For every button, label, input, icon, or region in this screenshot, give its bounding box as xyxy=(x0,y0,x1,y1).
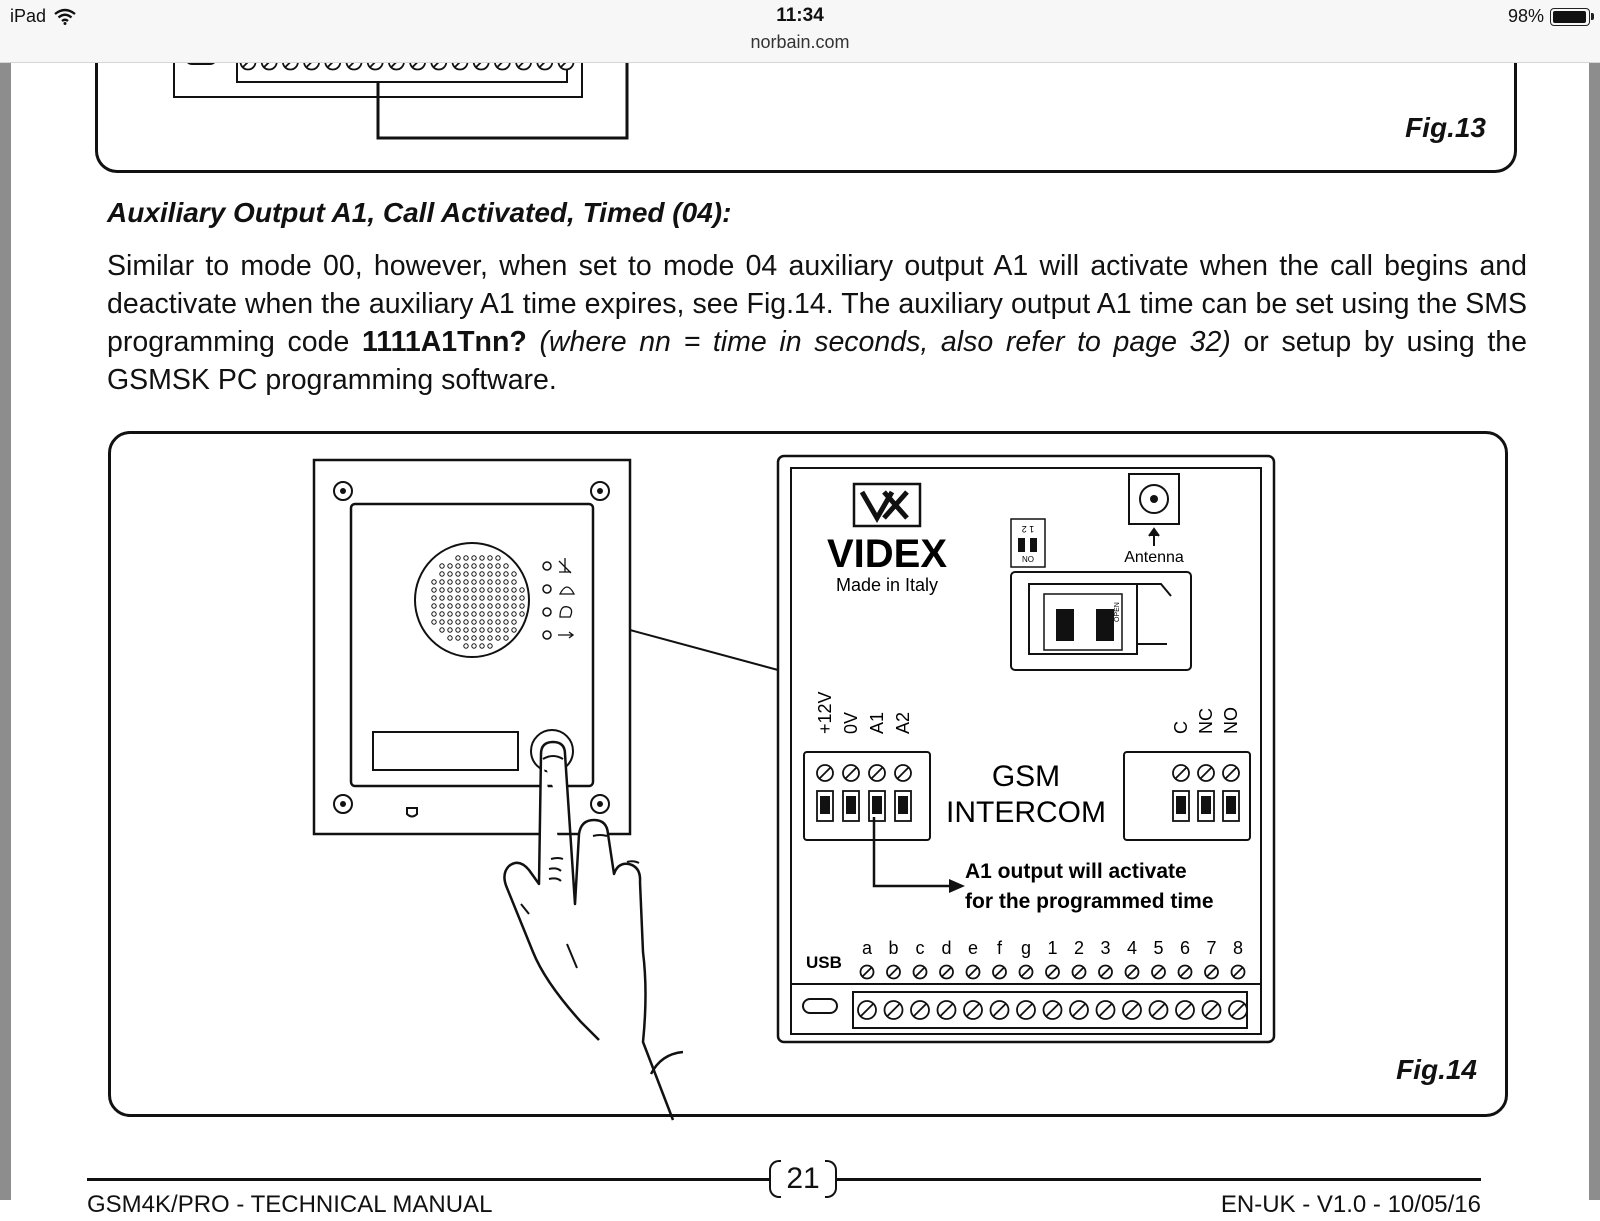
terminal-screw xyxy=(1229,1001,1247,1019)
bottom-terminal-label: 1 xyxy=(1047,938,1058,958)
terminal-screw xyxy=(993,966,1006,979)
terminal-screw xyxy=(1150,1001,1168,1019)
bottom-terminal-label: f xyxy=(996,938,1003,958)
document-page xyxy=(11,62,1589,1218)
zoom-line xyxy=(630,630,778,670)
section-paragraph xyxy=(107,247,1527,399)
callout-line1: A1 output will activate xyxy=(965,860,1187,883)
ios-status-bar xyxy=(0,0,1600,63)
footer-left-text: GSM4K/PRO - TECHNICAL MANUAL xyxy=(87,1191,493,1218)
terminal-slot xyxy=(1223,791,1239,821)
terminal-screw xyxy=(869,765,885,781)
dip-label: NO xyxy=(1022,555,1034,564)
status-right xyxy=(1508,6,1590,27)
terminal-screw xyxy=(914,966,927,979)
terminal-screw xyxy=(964,1001,982,1019)
battery-icon xyxy=(1550,8,1590,26)
terminal-screw xyxy=(1123,1001,1141,1019)
figure-14-frame xyxy=(108,431,1508,1117)
terminal-label: NO xyxy=(1221,707,1241,734)
board-title-line2: INTERCOM xyxy=(946,796,1106,829)
para-italic-note: (where nn = time in seconds, also refer to page 32) xyxy=(539,326,1231,358)
terminal-screw xyxy=(1232,966,1245,979)
bottom-terminal-label: 5 xyxy=(1153,938,1164,958)
terminal-screw xyxy=(843,765,859,781)
dip-lever xyxy=(1018,538,1025,552)
terminal-label: NC xyxy=(1196,708,1216,734)
terminal-screw xyxy=(1073,966,1086,979)
brand-name: VIDEX xyxy=(826,532,948,576)
terminal-screw xyxy=(1097,1001,1115,1019)
antenna-label: Antenna xyxy=(1124,549,1184,566)
terminal-slot xyxy=(817,791,833,821)
para-text-1: Similar to mode 00, however, when set to mode 04 auxiliary output A1 will activate when the call begins and deactivate when the auxiliary A1 time expires, see Fig.14. The auxiliary output A1 time can be set using the SMS programming code xyxy=(107,250,1527,358)
terminal-label: A2 xyxy=(893,711,913,734)
terminal-screw xyxy=(1152,966,1165,979)
terminal-screw xyxy=(1070,1001,1088,1019)
fig13-label: Fig.13 xyxy=(1405,112,1486,143)
bottom-terminal-screws xyxy=(858,1001,1247,1019)
terminal-label: A1 xyxy=(867,711,887,734)
terminal-screw xyxy=(861,966,874,979)
terminal-screw xyxy=(938,1001,956,1019)
bottom-terminal-label: 7 xyxy=(1206,938,1217,958)
terminal-slot xyxy=(843,791,859,821)
bottom-terminal-label: 8 xyxy=(1232,938,1244,958)
terminal-label: 0V xyxy=(841,711,861,734)
bottom-terminal-label: 2 xyxy=(1073,938,1085,958)
terminal-screw xyxy=(885,1001,903,1019)
clock: 11:34 xyxy=(776,5,824,26)
usb-label: USB xyxy=(806,953,842,972)
terminal-screw xyxy=(887,966,900,979)
sim-open-label: OPEN xyxy=(1114,602,1121,622)
dip-numbers: 1 2 xyxy=(1021,524,1035,534)
board-title-line1: GSM xyxy=(991,760,1061,793)
battery-fill xyxy=(1553,11,1586,23)
terminal-screw xyxy=(1176,1001,1194,1019)
fig14-label: Fig.14 xyxy=(1396,1054,1477,1085)
bottom-terminal-label: 4 xyxy=(1126,938,1138,958)
battery-percent: 98% xyxy=(1507,6,1544,26)
terminal-screw xyxy=(1020,966,1033,979)
terminal-screw xyxy=(911,1001,929,1019)
speaker-grille xyxy=(415,543,529,657)
device-name: iPad xyxy=(10,6,47,26)
gsm-board xyxy=(778,456,1274,1042)
terminal-label: +12V xyxy=(815,691,835,734)
terminal-screw xyxy=(1179,966,1192,979)
terminal-screw xyxy=(940,966,953,979)
terminal-screw xyxy=(1173,765,1189,781)
terminal-screw xyxy=(1126,966,1139,979)
door-panel xyxy=(314,460,630,834)
right-terminals xyxy=(1173,765,1239,821)
page-number: 21 xyxy=(769,1160,837,1198)
bottom-terminal-label: e xyxy=(967,938,979,958)
sms-code: 1111A1Tnn? xyxy=(362,326,527,358)
name-card-window xyxy=(373,732,518,770)
terminal-screw xyxy=(817,765,833,781)
terminal-screw xyxy=(1198,765,1214,781)
terminal-slot xyxy=(869,791,885,821)
bottom-terminal-label: b xyxy=(888,938,899,958)
terminal-screw xyxy=(895,765,911,781)
figure-14-drawing xyxy=(111,434,1505,1114)
terminal-screw xyxy=(1044,1001,1062,1019)
bottom-terminal-label: a xyxy=(861,938,873,958)
bottom-terminal-label: 3 xyxy=(1100,938,1111,958)
bottom-terminal-label: d xyxy=(941,938,952,958)
bottom-terminal-label: g xyxy=(1020,938,1032,958)
terminal-screw xyxy=(1223,765,1239,781)
terminal-slot xyxy=(1173,791,1189,821)
terminal-screw xyxy=(1099,966,1112,979)
dip-lever xyxy=(1030,538,1037,552)
bottom-terminal-label: c xyxy=(915,938,925,958)
terminal-screw xyxy=(1046,966,1059,979)
page-edge-left xyxy=(0,62,11,1200)
address-url[interactable]: norbain.com xyxy=(750,32,850,52)
terminal-screw xyxy=(991,1001,1009,1019)
terminal-screw xyxy=(967,966,980,979)
terminal-screw xyxy=(858,1001,876,1019)
page-edge-right xyxy=(1589,62,1600,1200)
bottom-terminal-label: 6 xyxy=(1179,938,1191,958)
terminal-slot xyxy=(895,791,911,821)
terminal-label: C xyxy=(1171,721,1191,734)
footer-right-text: EN-UK - V1.0 - 10/05/16 xyxy=(1220,1191,1481,1218)
section-heading: Auxiliary Output A1, Call Activated, Timed (04): xyxy=(107,197,732,228)
terminal-screw xyxy=(1205,966,1218,979)
brand-sub: Made in Italy xyxy=(835,575,939,595)
terminal-slot xyxy=(1198,791,1214,821)
para-text-2: or setup by using the GSMSK PC programming software. xyxy=(107,326,1527,396)
terminal-screw xyxy=(1017,1001,1035,1019)
terminal-screw xyxy=(1203,1001,1221,1019)
callout-line2: for the programmed time xyxy=(965,890,1214,913)
